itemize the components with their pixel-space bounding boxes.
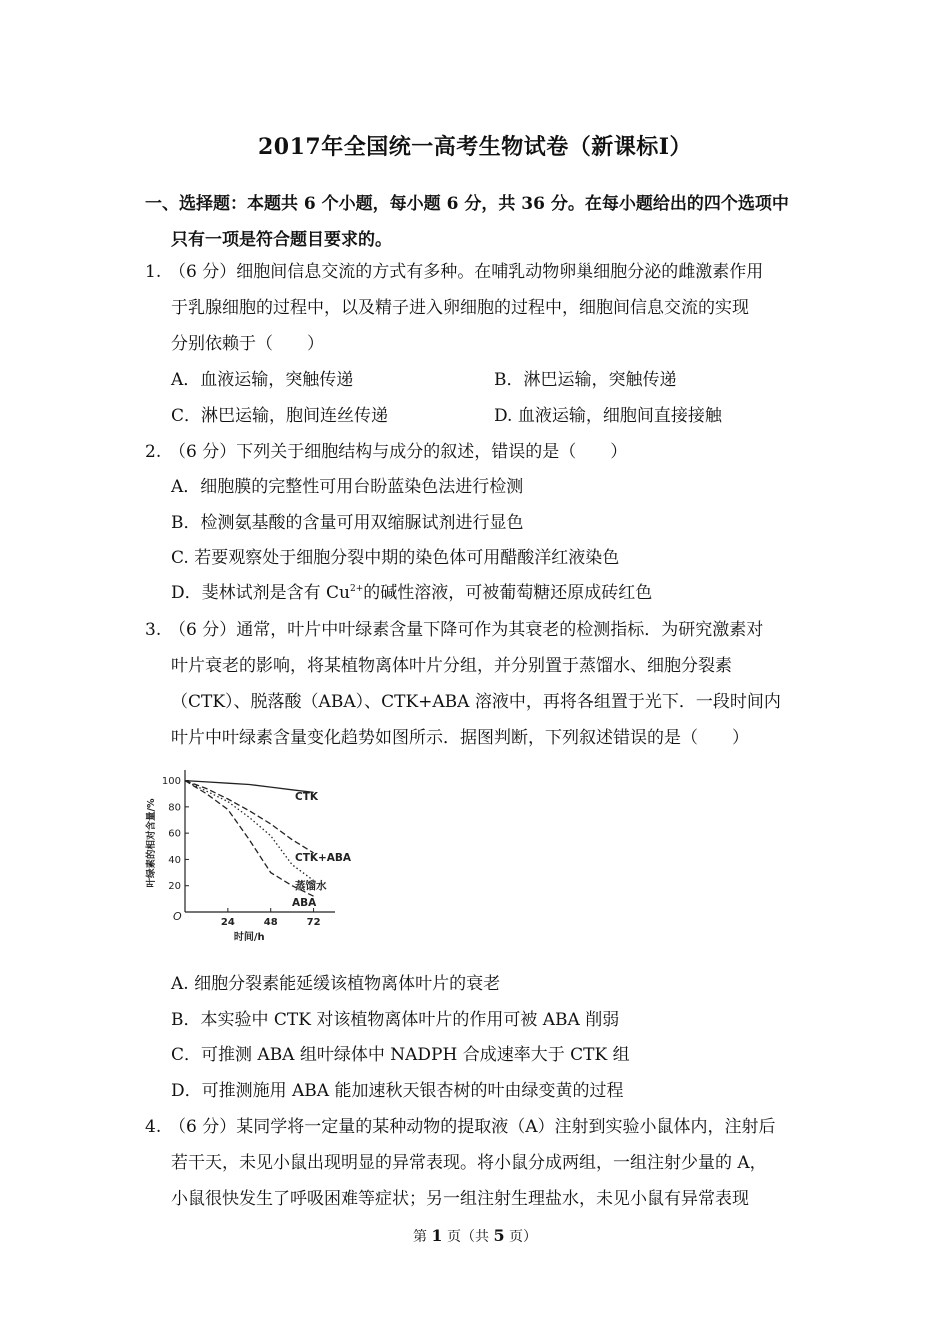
x-axis-label: 时间/h <box>233 932 265 943</box>
question-line: 于乳腺细胞的过程中，以及精子进入卵细胞的过程中，细胞间信息交流的实现 <box>171 298 749 318</box>
question-1 <box>145 254 810 362</box>
x-tick-label: 72 <box>306 917 321 928</box>
question-number: 3. <box>145 620 162 640</box>
question-2 <box>145 434 810 470</box>
question-line: （CTK）、脱落酸（ABA）、CTK+ABA 溶液中，再将各组置于光下．一段时间内 <box>171 692 781 712</box>
option-3c[interactable]: C．可推测 ABA 组叶绿体中 NADPH 合成速率大于 CTK 组 <box>171 1045 630 1065</box>
series-label: ABA <box>292 897 317 909</box>
section-line-2: 只有一项是符合题目要求的。 <box>171 230 392 250</box>
option-1d[interactable]: D. 血液运输，细胞间直接接触 <box>494 406 722 426</box>
question-line: 分别依赖于（ ） <box>171 334 324 354</box>
x-tick-label: 48 <box>263 917 278 928</box>
y-tick-label: 40 <box>168 854 181 866</box>
page-footer <box>0 1226 950 1246</box>
series-label: 蒸馏水 <box>295 880 327 892</box>
footer-total-pages: 5 <box>493 1226 505 1245</box>
option-2d-superscript: 2+ <box>350 584 364 594</box>
option-2c[interactable]: C. 若要观察处于细胞分裂中期的染色体可用醋酸洋红液染色 <box>171 548 620 568</box>
y-tick-label: 80 <box>168 802 181 814</box>
question-3 <box>145 612 810 756</box>
question-line: 小鼠很快发生了呼吸困难等症状；另一组注射生理盐水，未见小鼠有异常表现 <box>171 1189 749 1209</box>
option-2d[interactable] <box>171 575 652 611</box>
option-2b[interactable]: B．检测氨基酸的含量可用双缩脲试剂进行显色 <box>171 513 524 533</box>
section-heading <box>145 186 810 258</box>
option-1b[interactable]: B．淋巴运输，突触传递 <box>494 370 677 390</box>
series-label: CTK+ABA <box>295 852 352 864</box>
section-line-1: 一、选择题：本题共 6 个小题，每小题 6 分，共 36 分。在每小题给出的四个选项中 <box>145 194 789 214</box>
page-title: 2017年全国统一高考生物试卷（新课标Ⅰ） <box>257 134 693 160</box>
question-4 <box>145 1109 810 1217</box>
question-line: 叶片衰老的影响，将某植物离体叶片分组，并分别置于蒸馏水、细胞分裂素 <box>171 656 732 676</box>
option-2a[interactable]: A．细胞膜的完整性可用台盼蓝染色法进行检测 <box>171 477 524 497</box>
origin-label: O <box>173 910 182 923</box>
option-2d-text-rest: 的碱性溶液，可被葡萄糖还原成砖红色 <box>363 583 653 603</box>
question-line: （6 分）细胞间信息交流的方式有多种。在哺乳动物卵巢细胞分泌的雌激素作用 <box>169 262 764 282</box>
x-tick-label: 24 <box>220 917 235 928</box>
question-line: （6 分）某同学将一定量的某种动物的提取液（A）注射到实验小鼠体内，注射后 <box>169 1117 776 1137</box>
question-line: （6 分）通常，叶片中叶绿素含量下降可作为其衰老的检测指标．为研究激素对 <box>169 620 764 640</box>
footer-text: 页） <box>504 1229 538 1245</box>
option-3d[interactable]: D．可推测施用 ABA 能加速秋天银杏树的叶由绿变黄的过程 <box>171 1081 624 1101</box>
footer-text: 第 <box>412 1229 432 1245</box>
question-line: 叶片中叶绿素含量变化趋势如图所示．据图判断，下列叙述错误的是（ ） <box>171 728 749 748</box>
series-label: CTK <box>295 791 319 803</box>
question-number: 4. <box>145 1117 162 1137</box>
y-axis-label: 叶绿素的相对含量/% <box>146 798 157 888</box>
option-3b[interactable]: B．本实验中 CTK 对该植物离体叶片的作用可被 ABA 削弱 <box>171 1010 620 1030</box>
y-tick-label: 20 <box>168 881 181 893</box>
question-number: 2. <box>145 442 162 462</box>
option-3a[interactable]: A. 细胞分裂素能延缓该植物离体叶片的衰老 <box>171 974 501 994</box>
option-1a[interactable]: A．血液运输，突触传递 <box>171 370 354 390</box>
question-line: （6 分）下列关于细胞结构与成分的叙述，错误的是（ ） <box>169 442 628 462</box>
y-tick-label: 60 <box>168 828 181 840</box>
option-1c[interactable]: C．淋巴运输，胞间连丝传递 <box>171 406 389 426</box>
question-number: 1. <box>145 262 162 282</box>
y-tick-label: 100 <box>161 776 181 788</box>
footer-text: 页（共 <box>442 1229 494 1245</box>
chlorophyll-chart <box>140 762 380 952</box>
question-line: 若干天，未见小鼠出现明显的异常表现。将小鼠分成两组，一组注射少量的 A， <box>171 1153 767 1173</box>
footer-page-number: 1 <box>431 1226 443 1245</box>
option-2d-text: D．斐林试剂是含有 Cu <box>171 583 350 603</box>
